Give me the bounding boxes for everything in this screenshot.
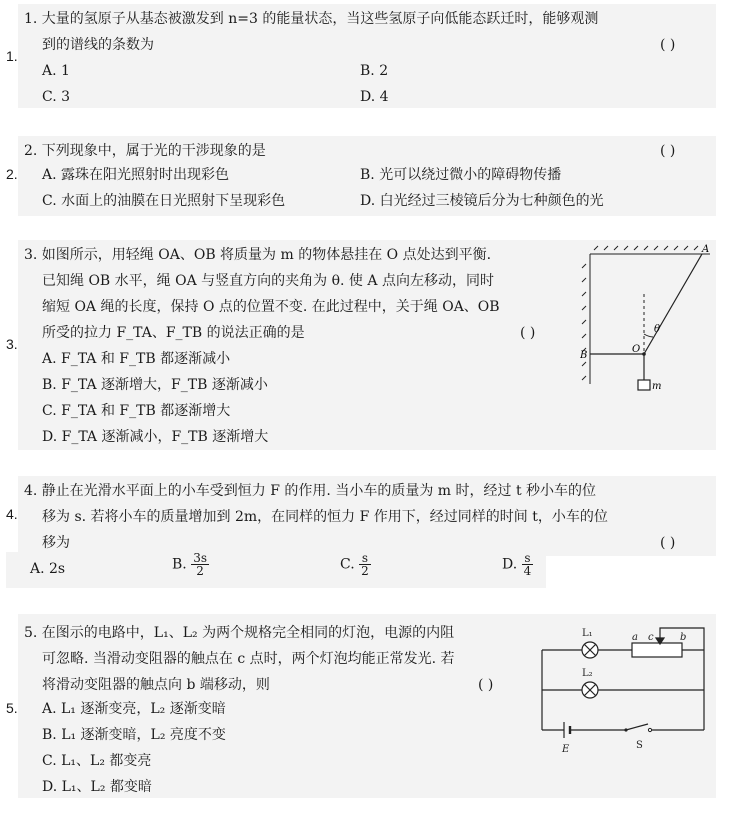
label-l2: L₂ — [582, 668, 593, 679]
question-4-side-number: 4. — [6, 506, 18, 522]
lamp-l2-icon — [582, 682, 598, 698]
label-o: O — [632, 344, 641, 355]
question-4-option-d — [502, 552, 533, 577]
angle-arc — [644, 334, 653, 337]
label-b-terminal: b — [680, 632, 687, 643]
question-4-option-d-fraction — [522, 552, 534, 577]
mass-block — [638, 380, 650, 390]
question-2-line-1: 2. 下列现象中，属于光的干涉现象的是 — [24, 143, 266, 159]
question-5-option-d: D. L₁、L₂ 都变暗 — [42, 779, 152, 795]
label-c-contact: c — [648, 632, 654, 643]
question-4-option-a-text: A. 2s — [30, 561, 66, 577]
question-5-circuit-figure — [536, 618, 716, 758]
question-2-side-number: 2. — [6, 166, 18, 182]
question-4-answer-bracket: ( ) — [660, 535, 676, 551]
question-5-option-a: A. L₁ 逐渐变亮，L₂ 逐渐变暗 — [42, 701, 226, 717]
question-1-line-1: 1. 大量的氢原子从基态被激发到 n=3 的能量状态，当这些氢原子向低能态跃迁时，能够观测 — [24, 11, 599, 27]
question-5-option-c: C. L₁、L₂ 都变亮 — [42, 753, 152, 769]
question-4-option-d-denominator: 4 — [523, 564, 532, 578]
label-theta: θ — [654, 324, 661, 335]
lamp-l1-icon — [582, 642, 598, 658]
question-4-option-b-prefix: B. — [172, 556, 187, 573]
question-3-option-a: A. F_TA 和 F_TB 都逐渐减小 — [42, 351, 231, 367]
question-3-side-number: 3. — [6, 336, 18, 352]
question-4-option-b-fraction — [191, 552, 209, 577]
question-2-answer-bracket: ( ) — [660, 143, 676, 159]
label-battery-e: E — [562, 744, 570, 755]
question-1-option-b: B. 2 — [360, 63, 389, 79]
label-l1: L₁ — [582, 628, 593, 639]
question-2-option-b: B. 光可以绕过微小的障碍物传播 — [360, 167, 562, 183]
question-3-figure — [580, 244, 716, 394]
label-m: m — [652, 381, 662, 392]
question-5-side-number: 5. — [6, 700, 18, 716]
question-2-option-a: A. 露珠在阳光照射时出现彩色 — [42, 167, 230, 183]
question-4-option-c-denominator: 2 — [361, 564, 369, 578]
question-3-option-b: B. F_TA 逐渐增大，F_TB 逐渐减小 — [42, 377, 268, 393]
question-3-line-4: 所受的拉力 F_TA、F_TB 的说法正确的是 — [42, 325, 305, 341]
question-4-line-3: 移为 — [42, 535, 70, 551]
question-4-option-c-numerator: s — [359, 552, 371, 565]
label-switch-s: S — [636, 740, 643, 751]
question-4-line-2: 移为 s. 若将小车的质量增加到 2m，在同样的恒力 F 作用下，经过同样的时间 t，小车的位 — [42, 509, 608, 525]
question-3-line-1: 3. 如图所示，用轻绳 OA、OB 将质量为 m 的物体悬挂在 O 点处达到平衡. — [24, 247, 492, 263]
question-5-line-3: 将滑动变阻器的触点向 b 端移动，则 — [42, 677, 270, 693]
question-4-options-panel — [6, 552, 546, 588]
question-1-option-a: A. 1 — [42, 63, 70, 79]
label-a: A — [702, 244, 710, 255]
question-4-option-c — [340, 552, 371, 577]
rope-oa — [644, 254, 702, 354]
question-4-option-d-numerator: s — [522, 552, 534, 565]
question-2-option-c: C. 水面上的油膜在日光照射下呈现彩色 — [42, 193, 286, 209]
question-4-option-a — [30, 558, 65, 580]
question-5-option-b: B. L₁ 逐渐变暗，L₂ 亮度不变 — [42, 727, 226, 743]
question-4-option-b-denominator: 2 — [196, 564, 204, 578]
point-o — [642, 352, 646, 356]
label-b: B — [580, 350, 588, 361]
question-4-option-c-prefix: C. — [340, 556, 355, 573]
question-4-option-b-numerator: 3s — [193, 551, 207, 565]
question-4-option-c-fraction — [359, 552, 371, 577]
question-1-option-d: D. 4 — [360, 89, 389, 105]
switch-contact-left — [624, 728, 627, 731]
ceiling-wall-hatching — [582, 246, 710, 384]
rheostat — [632, 643, 682, 657]
question-2-option-d: D. 白光经过三棱镜后分为七种颜色的光 — [360, 193, 604, 209]
question-3-line-3: 缩短 OA 绳的长度，保持 O 点的位置不变. 在此过程中，关于绳 OA、OB — [42, 299, 500, 315]
question-1-answer-bracket: ( ) — [660, 37, 676, 53]
question-1-line-2: 到的谱线的条数为 — [42, 37, 154, 53]
switch-lever — [626, 724, 648, 730]
question-4-line-1: 4. 静止在光滑水平面上的小车受到恒力 F 的作用. 当小车的质量为 m 时，经过 t 秒小车的位 — [24, 483, 597, 499]
label-a-terminal: a — [632, 632, 638, 643]
question-5-line-1: 5. 在图示的电路中，L₁、L₂ 为两个规格完全相同的灯泡，电源的内阻 — [24, 625, 455, 641]
question-3-option-d: D. F_TA 逐渐减小，F_TB 逐渐增大 — [42, 429, 269, 445]
question-1-option-c: C. 3 — [42, 89, 71, 105]
question-5-line-2: 可忽略. 当滑动变阻器的触点在 c 点时，两个灯泡均能正常发光. 若 — [42, 651, 455, 667]
switch-contact-right — [648, 728, 651, 731]
question-3-line-2: 已知绳 OB 水平，绳 OA 与竖直方向的夹角为 θ. 使 A 点向左移动，同时 — [42, 273, 494, 289]
question-5-answer-bracket: ( ) — [478, 677, 494, 693]
question-4-option-d-prefix: D. — [502, 556, 518, 573]
question-1-side-number: 1. — [6, 48, 18, 64]
question-3-option-c: C. F_TA 和 F_TB 都逐渐增大 — [42, 403, 231, 419]
question-4-option-b — [172, 552, 209, 577]
question-3-answer-bracket: ( ) — [520, 325, 536, 341]
